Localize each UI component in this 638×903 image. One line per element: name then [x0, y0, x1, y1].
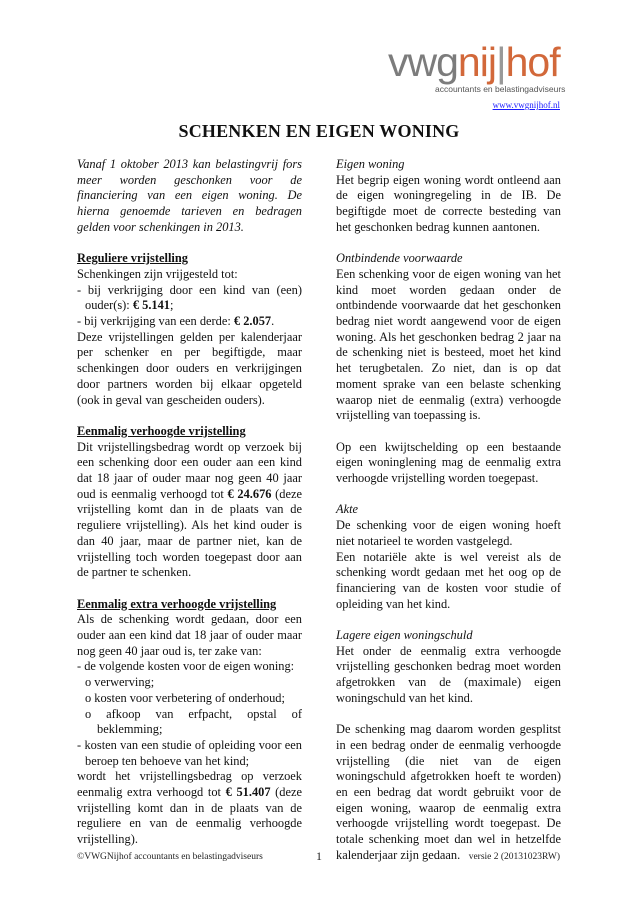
section-paragraph: Als de schenking wordt gedaan, door een ouder aan een kind dat 18 jaar of ouder maar nog geen 40 jaar oud is, ter zake van: [77, 612, 302, 658]
company-logo [388, 40, 568, 100]
bullet-item [77, 283, 302, 314]
section-paragraph: Deze vrijstellingen gelden per kalenderjaar per schenker en per begiftigde, maar schenkingen door ouders en verkrijgingen door partners worden bij elkaar opgeteld (ook in geval van gescheiden ouders). [77, 329, 302, 407]
section-paragraph: Het begrip eigen woning wordt ontleend aan de eigen woningregeling in de IB. De begiftigde moet de correcte besteding van het geschonken bedrag kunnen aantonen. [336, 172, 561, 234]
bullet-end: . [271, 314, 275, 329]
amount-value: € 2.057 [233, 314, 272, 329]
subheading-eigen-woning: Eigen woning [336, 157, 405, 171]
section-paragraph: Een schenking voor de eigen woning van het kind moet worden gedaan onder de ontbindende voorwaarde dat het geschonken bedrag niet wordt aangewend voor de eigen woning. Als het geschonken bedrag 2 jaar na de schenking niet is besteed, moet het kind het terugbetalen. Zo niet, dan is op dat moment sprake van een belaste schenking waarop niet de eenmalig (extra) verhoogde vrijstelling van toepassing is. [336, 266, 561, 423]
section-paragraph: De schenking mag daarom worden gesplitst in een bedrag onder de eenmalig verhoogde vrijstelling (die niet van de eigen woningschuld afgetrokken hoeft te worden) en een bedrag dat wordt gebruikt voor de eigen woning, waarop de eenmalig extra verhoogde vrijstelling wordt toegepast. De totale schenking moet dan wel in hetzelfde kalenderjaar zijn gedaan. [336, 722, 561, 862]
page-title: SCHENKEN EN EIGEN WONING [178, 121, 460, 141]
section-heading-verhoogde: Eenmalig verhoogde vrijstelling [77, 423, 246, 438]
website-link[interactable]: www.vwgnijhof.nl [492, 100, 560, 110]
section-paragraph [77, 769, 302, 848]
amount-value: € 5.141 [132, 298, 170, 313]
paragraph-text: wordt het vrijstellingsbedrag op verzoek eenmalig extra verhoogd tot [77, 769, 302, 800]
bullet-item: - kosten van een studie of opleiding voor een beroep ten behoeve van het kind; [77, 737, 302, 768]
bullet-end: ; [170, 298, 174, 313]
subheading-ontbindende-voorwaarde: Ontbindende voorwaarde [336, 251, 463, 266]
footer-copyright: ©VWGNijhof accountants en belastingadviseurs [77, 852, 263, 862]
logo-separator: | [495, 39, 506, 85]
section-paragraph: Een notariële akte is wel vereist als de schenking wordt gedaan met het oog op de financiering van de kosten voor studie of opleiding van het kind. [336, 549, 561, 611]
right-column [336, 157, 561, 864]
section-text: Schenkingen zijn vrijgesteld tot: [77, 266, 238, 281]
bullet-item [77, 314, 302, 330]
section-heading-extra-verhoogde: Eenmalig extra verhoogde vrijstelling [77, 596, 277, 611]
bullet-text: - bij verkrijging van een derde: [77, 314, 234, 329]
section-paragraph [77, 440, 302, 581]
bullet-item: - de volgende kosten voor de eigen woning: [77, 659, 295, 674]
subheading-akte: Akte [336, 502, 359, 517]
logo-part-vwg: vwg [388, 39, 458, 85]
paragraph-text: Dit vrijstellingsbedrag wordt op verzoek bij een schenking door een ouder aan een kind dat 18 jaar of ouder maar nog geen 40 jaar oud is eenmalig verhoogd tot [77, 439, 302, 501]
footer-version: versie 2 (20131023RW) [468, 852, 560, 862]
bullet-text: - bij verkrijging door een kind van (een) ouder(s): [77, 282, 302, 313]
logo-part-nij: nij [457, 39, 496, 85]
section-heading-reguliere: Reguliere vrijstelling [77, 251, 188, 266]
sub-bullet-item: o kosten voor verbetering of onderhoud; [85, 690, 285, 705]
section-paragraph: Op een kwijtschelding op een bestaande eigen woninglening mag de eenmalig extra verhoogde vrijstelling worden toegepast. [336, 439, 561, 486]
sub-bullet-item: o verwerving; [85, 675, 155, 690]
logo-tagline: accountants en belastingadviseurs [435, 84, 566, 94]
subheading-lagere-woningschuld: Lagere eigen woningschuld [336, 628, 473, 643]
amount-value: € 51.407 [225, 785, 271, 800]
paragraph-text: (deze vrijstelling komt dan in de plaats van de reguliere en van de eenmalig verhoogde vrijstelling). [77, 785, 303, 847]
left-column [77, 157, 302, 848]
logo-wordmark [388, 40, 560, 84]
sub-bullet-item: o afkoop van erfpacht, opstal of beklemming; [85, 706, 302, 737]
section-paragraph: Het onder de eenmalig extra verhoogde vrijstelling geschonken bedrag moet worden afgetrokken van de (maximale) eigen woningschuld van het kind. [336, 643, 561, 705]
page-number: 1 [316, 849, 322, 863]
logo-part-hof: hof [505, 39, 560, 85]
intro-paragraph: Vanaf 1 oktober 2013 kan belastingvrij fors meer worden geschonken voor de financiering van een eigen woning. De hierna genoemde tarieven en bedragen gelden voor schenkingen in 2013. [77, 157, 302, 234]
paragraph-text: (deze vrijstelling komt dan in de plaats van de reguliere vrijstelling). Als het kind ouder is dan 40 jaar, maar de partner niet, kan de vrijstelling toch worden toegepast door aan de partner te schenken. [77, 486, 302, 580]
amount-value: € 24.676 [227, 486, 272, 501]
section-paragraph: De schenking voor de eigen woning hoeft niet notarieel te worden vastgelegd. [336, 518, 561, 548]
